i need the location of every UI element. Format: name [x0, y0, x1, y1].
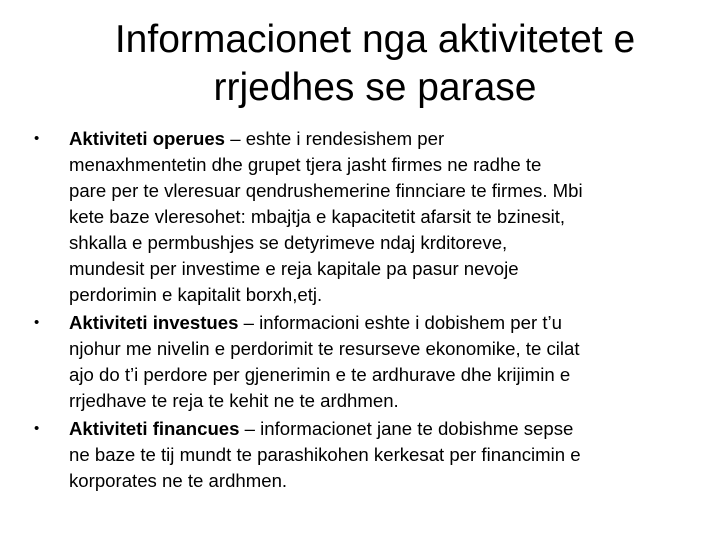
bullet-text: perdorimin e kapitalit borxh,etj.: [69, 284, 323, 305]
bullet-line: [69, 310, 684, 336]
slide-title: [40, 16, 710, 112]
bullet-text: njohur me nivelin e perdorimit te resurseve ekonomike, te cilat: [69, 338, 580, 359]
bullet-dot-icon: •: [34, 420, 40, 437]
bullet-item-operating: [34, 126, 684, 308]
bullet-text: korporates ne te ardhmen.: [69, 470, 288, 491]
bullet-text: ne baze te tij mundt te parashikohen kerkesat per financimin e: [69, 444, 581, 465]
bullet-list: [34, 126, 684, 496]
slide-title-line-2: rrjedhes se parase: [213, 66, 537, 109]
bullet-term: Aktiviteti investues: [69, 312, 239, 333]
bullet-text: – informacioni eshte i dobishem per t’u: [238, 312, 562, 333]
bullet-term: Aktiviteti financues: [69, 418, 240, 439]
bullet-text: pare per te vleresuar qendrushemerine finnciare te firmes. Mbi: [69, 180, 583, 201]
bullet-text: ajo do t’i perdore per gjenerimin e te ardhurave dhe krijimin e: [69, 364, 571, 385]
bullet-term: Aktiviteti operues: [69, 128, 226, 149]
bullet-text: shkalla e permbushjes se detyrimeve ndaj krditoreve,: [69, 232, 508, 253]
bullet-text: menaxhmentetin dhe grupet tjera jasht firmes ne radhe te: [69, 154, 542, 175]
bullet-text: – eshte i rendesishem per: [225, 128, 445, 149]
bullet-line: [69, 416, 684, 442]
bullet-text: kete baze vleresohet: mbajtja e kapacitetit afarsit te bzinesit,: [69, 206, 566, 227]
bullet-line: [69, 126, 684, 152]
bullet-item-investing: [34, 310, 684, 414]
bullet-text: rrjedhave te reja te kehit ne te ardhmen.: [69, 390, 399, 411]
bullet-text: – informacionet jane te dobishme sepse: [239, 418, 574, 439]
bullet-text: mundesit per investime e reja kapitale pa pasur nevoje: [69, 258, 519, 279]
bullet-item-financing: [34, 416, 684, 494]
slide-title-line-1: Informacionet nga aktivitetet e: [114, 18, 636, 61]
bullet-dot-icon: •: [34, 314, 40, 331]
bullet-dot-icon: •: [34, 130, 40, 147]
